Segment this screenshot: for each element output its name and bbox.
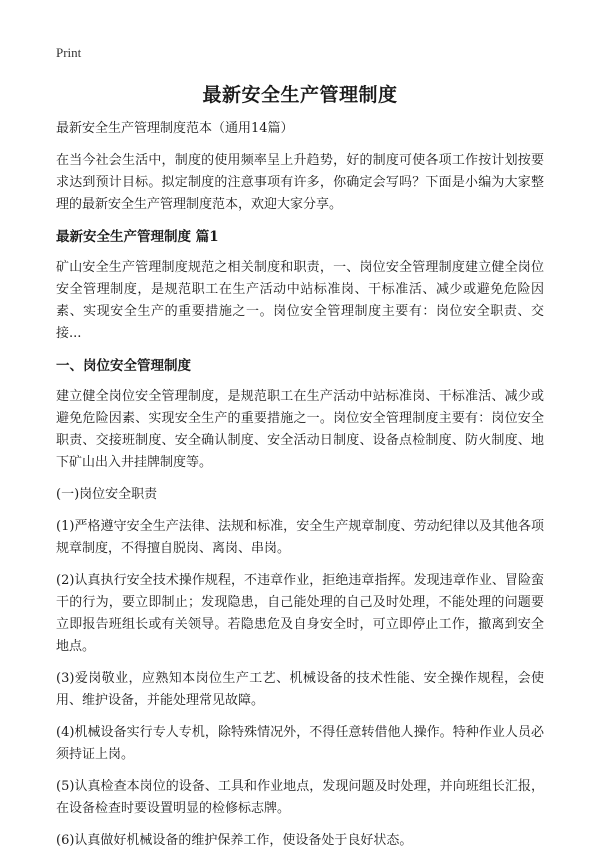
document-body — [56, 118, 544, 862]
subsection-heading: (一)岗位安全职责 — [56, 487, 158, 502]
intro-paragraph: 在当今社会生活中，制度的使用频率呈上升趋势，好的制度可使各项工作按计划按要求达到预计目标。拟定制度的注意事项有许多，你确定会写吗？下面是小编为大家整理的最新安全生产管理制度范本，欢迎大家分享。 — [56, 153, 544, 212]
list-item: (1)严格遵守安全生产法律、法规和标准，安全生产规章制度、劳动纪律以及其他各项规章制度，不得擅自脱岗、离岗、串岗。 — [56, 519, 544, 556]
list-item: (5)认真检查本岗位的设备、工具和作业地点，发现问题及时处理，并向班组长汇报，在设备检查时要设置明显的检修标志牌。 — [56, 779, 544, 816]
section-heading: 最新安全生产管理制度 篇1 — [56, 229, 219, 245]
section-paragraph: 建立健全岗位安全管理制度，是规范职工在生产活动中站标准岗、干标准活、减少或避免危险因素、实现安全生产的重要措施之一。岗位安全管理制度主要有：岗位安全职责、交接班制度、安全确认制度、安全活动日制度、设备点检制度、防火制度、地下矿山出入井挂牌制度等。 — [56, 389, 544, 470]
print-link[interactable]: Print — [56, 45, 82, 60]
list-item: (4)机械设备实行专人专机，除特殊情况外，不得任意转借他人操作。特种作业人员必须持证上岗。 — [56, 725, 544, 762]
list-item: (2)认真执行安全技术操作规程，不违章作业，拒绝违章指挥。发现违章作业、冒险蛮干的行为，要立即制止；发现隐患，自己能处理的自己及时处理，不能处理的问题要立即报告班组长或有关领导。若隐患危及自身安全时，可立即停止工作，撤离到安全地点。 — [56, 573, 544, 654]
section-summary-paragraph: 矿山安全生产管理制度规范之相关制度和职责，一、岗位安全管理制度建立健全岗位安全管理制度，是规范职工在生产活动中站标准岗、干标准活、减少或避免危险因素、实现安全生产的重要措施之一。岗位安全管理制度主要有：岗位安全职责、交接... — [56, 260, 544, 341]
list-item: (6)认真做好机械设备的维护保养工作，使设备处于良好状态。 — [56, 833, 413, 848]
section-heading: 一、岗位安全管理制度 — [56, 358, 191, 374]
page-title: 最新安全生产管理制度 — [202, 84, 398, 106]
document-subtitle: 最新安全生产管理制度范本（通用14篇） — [56, 121, 294, 136]
list-item: (3)爱岗敬业，应熟知本岗位生产工艺、机械设备的技术性能、安全操作规程，会使用、维护设备，并能处理常见故障。 — [56, 671, 544, 708]
